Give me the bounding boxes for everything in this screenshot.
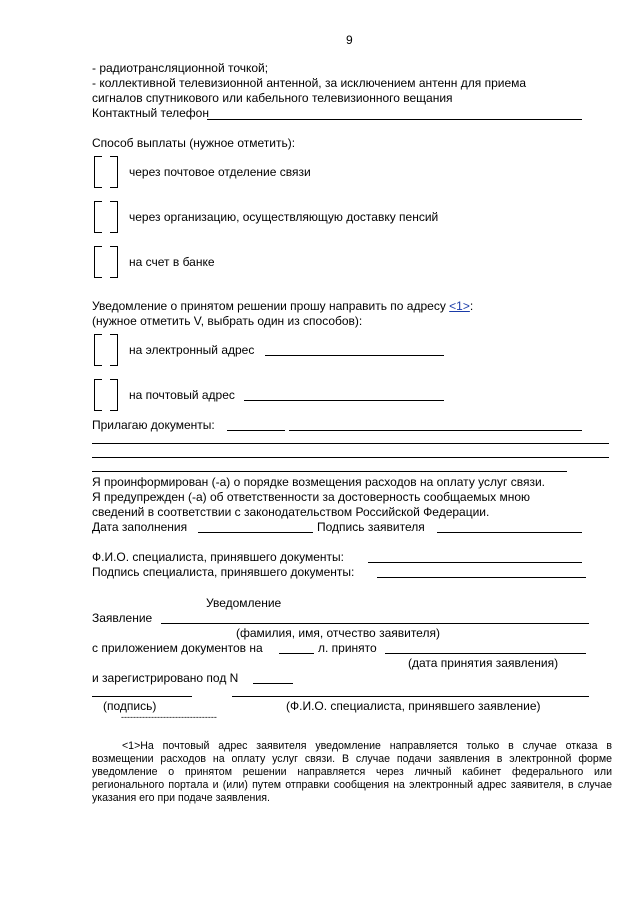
footnote-text: <1>На почтовый адрес заявителя уведомление направляется только в случае отказа в возмещении расходов на оплату услуг связи. В случае подачи заявления в электронной форме уведомление о принятом решении направляется через личный кабинет федерального или регионального портала и (или) путем отправки сообщения на электронный адрес заявителя, в случае указания его при подаче заявления.	[92, 740, 612, 804]
sheets-label: л. принято	[318, 641, 377, 655]
notify-option-postal: на почтовый адрес	[129, 388, 235, 402]
text-radio-point: - радиотрансляционной точкой;	[92, 61, 269, 75]
footnote-separator: --------------------------------	[121, 712, 217, 722]
payment-option-bank: на счет в банке	[129, 255, 215, 269]
email-address-field[interactable]	[265, 355, 444, 356]
text-satellite-exception: сигналов спутникового или кабельного телевизионного вещания	[92, 91, 453, 105]
acceptance-date-field[interactable]	[385, 653, 586, 654]
receipt-application-label: Заявление	[92, 611, 153, 625]
informed-line-2: Я предупрежден (-а) об ответственности за достоверность сообщаемых мною	[92, 490, 531, 504]
contact-phone-label: Контактный телефон	[92, 106, 209, 120]
notification-line1-text: Уведомление о принятом решении прошу направить по адресу	[92, 299, 450, 313]
attach-label: Прилагаю документы:	[92, 418, 215, 432]
specialist-signature-field[interactable]	[377, 577, 586, 578]
notification-line1	[92, 299, 473, 313]
postal-address-field[interactable]	[244, 400, 444, 401]
signature-applicant-field[interactable]	[437, 532, 582, 533]
attach-field-1[interactable]	[227, 430, 285, 431]
signature-caption: (подпись)	[103, 699, 157, 713]
specialist-signature-label: Подпись специалиста, принявшего документы:	[92, 565, 355, 579]
number-sign: N	[229, 671, 239, 685]
informed-line-1: Я проинформирован (-а) о порядке возмещения расходов на оплату услуг связи.	[92, 475, 546, 489]
specialist-name-label: Ф.И.О. специалиста, принявшего документы:	[92, 550, 344, 564]
page-number: 9	[346, 33, 353, 47]
receipt-specialist-field[interactable]	[232, 696, 589, 697]
contact-phone-field[interactable]	[207, 119, 582, 120]
registered-label	[92, 671, 238, 685]
receipt-title: Уведомление	[206, 596, 282, 610]
with-docs-label: с приложением документов на	[92, 641, 263, 655]
text-collective-antenna: - коллективной телевизионной антенной, за исключением антенн для приема	[92, 76, 527, 90]
payment-checkbox-delivery-org[interactable]	[94, 201, 118, 231]
specialist-name-field[interactable]	[368, 562, 582, 563]
footnote-ref-link[interactable]: <1>	[449, 299, 470, 313]
applicant-name-caption: (фамилия, имя, отчество заявителя)	[236, 626, 440, 640]
notification-line1-end: :	[469, 299, 474, 313]
payment-checkbox-post[interactable]	[94, 156, 118, 186]
registration-number-field[interactable]	[253, 683, 293, 684]
payment-checkbox-bank[interactable]	[94, 246, 118, 276]
acceptance-date-caption: (дата принятия заявления)	[408, 656, 559, 670]
notify-checkbox-postal[interactable]	[94, 379, 118, 409]
informed-line-3: сведений в соответствии с законодательством Российской Федерации.	[92, 505, 490, 519]
fill-date-field[interactable]	[198, 532, 313, 533]
applicant-name-field[interactable]	[161, 623, 589, 624]
notify-checkbox-email[interactable]	[94, 334, 118, 364]
payment-option-post: через почтовое отделение связи	[129, 165, 311, 179]
signature-applicant-label: Подпись заявителя	[317, 520, 425, 534]
attach-field-3[interactable]	[92, 443, 609, 444]
registered-label-text: и зарегистрировано под	[92, 671, 227, 685]
receipt-signature-field[interactable]	[92, 696, 192, 697]
notification-line2: (нужное отметить V, выбрать один из способов):	[92, 314, 363, 328]
fill-date-label: Дата заполнения	[92, 520, 188, 534]
attach-field-2[interactable]	[289, 430, 582, 431]
sheets-count-field[interactable]	[279, 653, 314, 654]
payment-option-delivery-org: через организацию, осуществляющую доставку пенсий	[129, 210, 439, 224]
attach-field-5[interactable]	[92, 471, 567, 472]
payment-heading: Способ выплаты (нужное отметить):	[92, 136, 296, 150]
attach-field-4[interactable]	[92, 457, 609, 458]
specialist-caption: (Ф.И.О. специалиста, принявшего заявление)	[286, 699, 541, 713]
notify-option-email: на электронный адрес	[129, 343, 255, 357]
